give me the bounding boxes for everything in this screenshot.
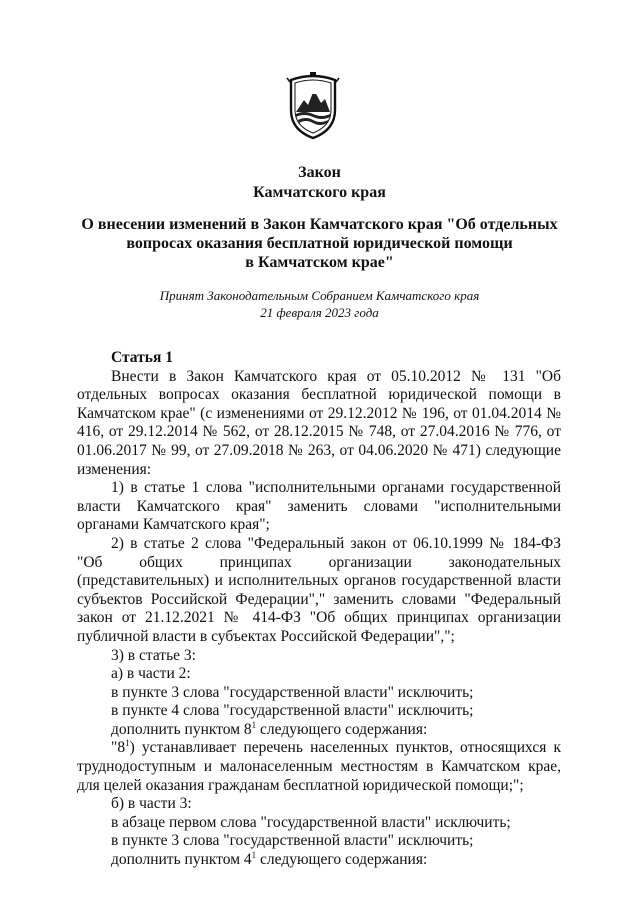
subject-line-3: в Камчатском крае" (245, 254, 394, 271)
subject-line-1: О внесении изменений в Закон Камчатского края "Об отдельных (81, 216, 558, 233)
item-1: 1) в статье 1 слова "исполнительными органами государственной власти Камчатского края" заменить словами "исполнительными органами Камчатского края"; (77, 479, 561, 534)
item-3b-2: в пункте 3 слова "государственной власти" исключить; (111, 832, 474, 850)
adopted-line-2: 21 февраля 2023 года (260, 305, 379, 320)
adoption-note (60, 287, 579, 321)
item-2: 2) в статье 2 слова "Федеральный закон от 06.10.1999 № 184-ФЗ "Об общих принципах организации законодательных (представительных) и исполнительных органов государственной власти субъектов Российской Федерации"," заменить словами "Федеральный закон от 21.12.2021 № 414-ФЗ "Об общих принципах организации публичной власти в субъектах Российской Федерации","; (77, 534, 561, 645)
article-intro: Внести в Закон Камчатского края от 05.10.2012 № 131 "Об отдельных вопросах оказания бесплатной юридической помощи в Камчатском крае" (с изменениями от 29.12.2012 № 196, от 01.04.2014 № 416, от 29.12.2014 № 562, от 28.12.2015 № 748, от 27.04.2016 № 776, от 01.06.2017 № 99, от 27.09.2018 № 263, от 04.06.2020 № 471) следующие изменения: (77, 367, 561, 478)
item-3b-1: в абзаце первом слова "государственной власти" исключить; (111, 813, 511, 831)
item-3a-1: в пункте 3 слова "государственной власти" исключить; (111, 683, 474, 701)
item-3b: б) в части 3: (111, 795, 192, 813)
item-3b-3: дополнить пунктом $4^1$ следующего содержания: (111, 849, 428, 869)
law-subject (60, 215, 579, 272)
item-3a-quote: "$8^1$) устанавливает перечень населенных пунктов, относящихся к труднодоступным и малонаселенным местностям в Камчатском крае, для целей оказания гражданам бесплатной юридической помощи;"; (77, 738, 561, 794)
item-3a-3: дополнить пунктом $8^1$ следующего содержания: (111, 719, 428, 738)
kamchatka-coat-of-arms-icon (284, 70, 342, 140)
title-line-2: Камчатского края (253, 184, 386, 201)
law-title (60, 163, 579, 203)
item-3: 3) в статье 3: (111, 646, 196, 664)
item-3a-2: в пункте 4 слова "государственной власти" исключить; (111, 702, 474, 720)
subject-line-2: вопросах оказания бесплатной юридической помощи (126, 235, 513, 252)
title-line-1: Закон (298, 164, 341, 181)
item-3a: а) в части 2: (111, 665, 191, 683)
article-heading: Статья 1 (111, 349, 173, 366)
law-body (77, 349, 561, 870)
adopted-line-1: Принят Законодательным Собранием Камчатского края (159, 288, 480, 303)
